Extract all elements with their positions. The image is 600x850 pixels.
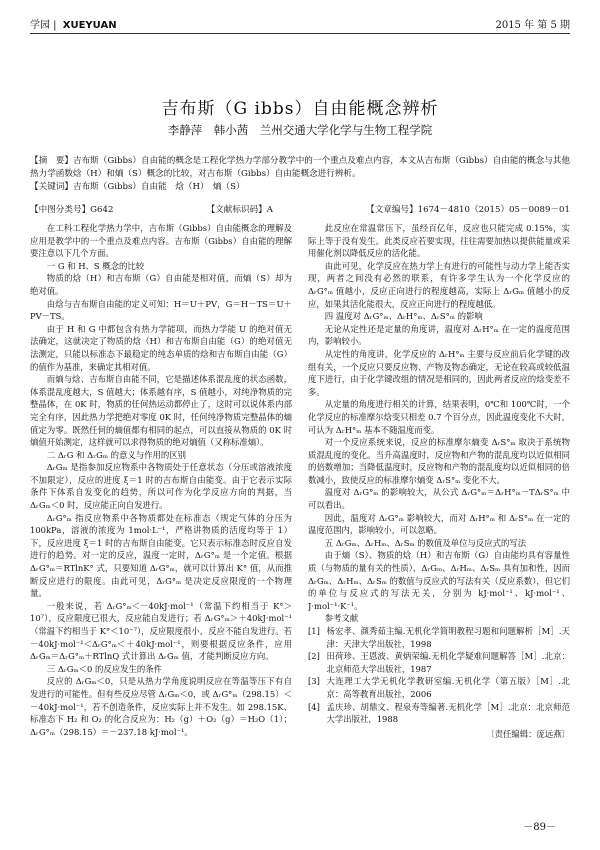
body-paragraph: 由于熵（S）、物质的焓（H）和吉布斯（G）自由能均具有容量性质（与物质的量有关的性质），ΔᵣGₘ、ΔᵣHₘ、ΔᵣSₘ 具有加和性，因而 ΔᵣGₘ、ΔᵣHₘ、ΔᵣSₘ 的数值与反应式的写法有关（反应系数），但它们的单位与反应式的写法无关，分别为 kJ·mol⁻¹、kJ·mol⁻¹、J·mol⁻¹·K⁻¹。	[308, 550, 570, 611]
body-paragraph: 物质的焓（H）和吉布斯（G）自由能是相对值，而熵（S）却为绝对值。	[30, 273, 292, 296]
reference-number: [1]	[308, 626, 320, 636]
reference-text: 田荷珍、王恩波、黄炳荣编.无机化学疑难问题解答［M］.北京：北京师范大学出版社，1987	[326, 651, 570, 674]
abstract-text: 【摘 要】吉布斯（Gibbs）自由能的概念是工程化学热力学部分教学中的一个重点及难点内容，本文从吉布斯（Gibbs）自由能的概念与其他热力学函数焓（H）和熵（S）概念的比较，对吉布斯（Gibbs）自由能概念进行辨析。	[30, 156, 570, 179]
page-number: －89－	[523, 822, 556, 833]
editor-note: 〔责任编辑：庞远燕〕	[486, 728, 570, 739]
reference-text: 孟庆珍、胡鼎文、程泉寿等编著.无机化学［M］.北京：北京师范大学出版社，1988	[326, 701, 570, 725]
body-paragraph: 三 ΔᵣGₘ＜0 的反应发生的条件	[46, 663, 162, 674]
article-authors: 李静萍 韩小茜 兰州交通大学化学与生物工程学院	[167, 123, 433, 137]
body-paragraph: 参考文献	[324, 613, 359, 624]
body-paragraph: 四 温度对 ΔᵣG°ₘ、ΔᵣH°ₘ、ΔᵣS°ₘ 的影响	[324, 311, 483, 322]
body-paragraph: 二 ΔᵣG 和 ΔᵣGₘ 的意义与作用的区别	[46, 449, 186, 460]
keywords-text: 【关键词】吉布斯（Gibbs）自由能 焓（H） 熵（S）	[30, 182, 245, 192]
reference-text: 大连理工大学无机化学教研室编.无机化学（第五版）［M］.北京：高等教育出版社，2006	[326, 676, 570, 699]
document-code: 【文献标识码】A	[206, 205, 273, 215]
body-paragraph: 对一个反应系统来说，反应的标准摩尔熵变 ΔᵣS°ₘ 取决于系统物质混乱度的变化。当升高温度时，反应物和产物的混乱度均以近似相同的倍数增加；当降低温度时，反应物和产物的混乱度均以近似相同的倍数减小，致使反应的标准摩尔熵变 ΔᵣS°ₘ 变化不大。	[308, 437, 570, 485]
body-paragraph: 因此，温度对 ΔᵣG°ₘ 影响较大，而对 ΔᵣH°ₘ 和 ΔᵣS°ₘ 在一定的温度范围内，影响较小，可以忽略。	[308, 512, 570, 536]
body-paragraph: 而熵与焓、吉布斯自由能不同，它是描述体系混乱度的状态函数，体系混乱度越大，S 值越大；体系越有序，S 值越小，对纯净物质的完整晶体，在 0K 时，物质的任何热运动都停止了，这时可以说体系内部完全有序，因此热力学把绝对零度 0K 时，任何纯净物质完整晶体的熵值定为零。既然任何的熵值都有相同的起点，可以直接从物质的 0K 时熵值开始测定，这样就可以求得物质的绝对熵值（又称标准熵）。	[30, 374, 292, 448]
body-paragraph: 在工科工程化学热力学中，吉布斯（Gibbs）自由能概念的理解及应用是教学中的一个重点及难点内容。吉布斯（Gibbs）自由能的理解要注意以下几个方面。	[30, 223, 292, 259]
body-paragraph: 温度对 ΔᵣG°ₘ 的影响较大，从公式 ΔᵣG°ₘ＝ΔᵣH°ₘ－TΔᵣS°ₘ 中可以看出。	[308, 487, 570, 511]
body-paragraph: 从定性的角度讲，化学反应的 ΔᵣH°ₘ 主要与反应前后化学键的改组有关，一个反应只要反应物、产物及物态确定，无论在较高或较低温度下进行，由于化学键改组的情况是相同的，因此两者反应的焓变差不多。	[308, 348, 570, 397]
running-header	[30, 14, 570, 32]
body-paragraph: 五 ΔᵣGₘ、ΔᵣHₘ、ΔᵣSₘ 的数值及单位与反应式的写法	[324, 537, 527, 548]
reference-item	[308, 650, 570, 675]
article-title: 吉布斯（G ibbs）自由能概念辨析	[161, 99, 439, 119]
body-paragraph: ΔᵣGₘ 是指参加反应物系中各物质处于任意状态（分压或溶液浓度不加限定），反应的进度 ξ＝1 时的吉布斯自由能变。由于它表示实际条件下体系自发变化的趋势，所以可作为化学反应方向的判据，当 ΔᵣGₘ＜0 时，反应能正向自发进行。	[30, 462, 292, 511]
class-number: 【中图分类号】G642	[30, 205, 114, 215]
left-column	[30, 222, 292, 782]
issue-label: 2015 年 第 5 期	[495, 19, 570, 31]
reference-item	[308, 625, 570, 650]
body-paragraph: 反应的 ΔᵣGₘ＜0，只是从热力学角度说明反应在等温等压下有自发进行的可能性。但有些反应尽管 ΔᵣGₘ＜0，或 ΔᵣG°ₘ（298.15）＜－40kJ·mol⁻¹，若不创造条件，反应实际上并不发生。如 298.15K、标准态下 H₂ 和 O₂ 的化合反应为：H₂（g）＋O₂（g）＝H₂O（1）；ΔᵣG°ₘ（298.15）＝－237.18 kJ·mol⁻¹。	[30, 676, 292, 737]
reference-item	[308, 701, 570, 726]
body-paragraph: 无论从定性还是定量的角度讲，温度对 ΔᵣH°ₘ 在一定的温度范围内，影响较小。	[308, 323, 570, 347]
right-column	[308, 222, 570, 782]
body-paragraph: 一 G 和 H、S 概念的比较	[46, 260, 145, 271]
body-paragraph: 由焓与吉布斯自由能的定义可知：H＝U＋PV，G＝H－TS＝U＋PV－TS。	[30, 298, 292, 322]
reference-item	[308, 675, 570, 700]
classification-line	[30, 203, 570, 215]
journal-name: 学园 | XUEYUAN	[30, 19, 117, 31]
body-paragraph: 由于 H 和 G 中都包含有热力学能项，而热力学能 U 的绝对值无法确定，这就决定了物质的焓（H）和吉布斯自由能（G）的绝对值无法测定，只能以标准态下最稳定的纯态单质的焓和吉布斯自由能（G）的值作为基准，来确定其相对值。	[30, 323, 292, 372]
reference-number: [4]	[308, 701, 320, 712]
reference-text: 杨宏孝、颜秀茹主编.无机化学简明教程习题和问题解析［M］.天津：天津大学出版社，1998	[326, 626, 570, 649]
header-rule	[30, 33, 570, 34]
body-paragraph: 一般来说，若 ΔᵣG°ₘ＜－40kJ·mol⁻¹（常温下约相当于 K°＞10⁷），反应限度已很大，反应能自发进行；若 ΔᵣG°ₘ＞＋40kJ·mol⁻¹（常温下约相当于 K°＜10⁻⁷），反应限度很小，反应不能自发进行。若－40kJ·mol⁻¹＜ΔᵣG°ₘ＜＋40kJ·mol⁻¹，则要根据反应条件，应用 ΔᵣGₘ＝ΔᵣG°ₘ＋RTlnQ 式计算出 ΔᵣGₘ 值，才能判断反应方向。	[30, 600, 292, 662]
abstract-block	[30, 155, 570, 194]
reference-number: [3]	[308, 676, 320, 687]
article-number: 【文章编号】1674－4810（2015）05－0089－01	[366, 205, 570, 215]
body-paragraph: 从定量的角度进行相关的计算，结果表明，0℃和 100℃时，一个化学反应的标准摩尔焓变只相差 0.7 个百分点，因此温度变化不大时，可认为 ΔᵣH°ₘ 基本不随温度而变。	[308, 399, 570, 435]
body-paragraph: ΔᵣG°ₘ 指反应物系中各物质都处在标准态（规定气体的分压为 100kPa，溶液的浓度为 1mol·L⁻¹，严格讲物质的活度均等于 1）下，反应进度 ξ＝1 时的吉布斯自由能变。它只表示标准态时反应自发进行的趋势。对一定的反应，温度一定时，ΔᵣG°ₘ 是一个定值。根据 ΔᵣG°ₘ＝RTlnK° 式，只要知道 ΔᵣG°ₘ，就可以计算出 K° 值，从而推断反应进行的限度。由此可见，ΔᵣG°ₘ 是决定反应限度的一个物理量。	[30, 512, 292, 599]
body-paragraph: 此反应在常温常压下，虽经百亿年，反应也只能完成 0.15%，实际上等于没有发生。此类反应若要实现，往往需要加热以提供能量或采用催化剂以降低反应的活化能。	[308, 223, 570, 259]
reference-number: [2]	[308, 651, 320, 662]
body-paragraph: 由此可见，化学反应在热力学上有进行的可能性与动力学上能否实现，两者之间没有必然的联系，有许多学生认为一个化学反应的 ΔᵣG°ₘ 值越小，反应正向进行的程度越高，实际上 ΔᵣGₘ 值越小的反应，如果其活化能很大，反应正向进行的程度越低。	[308, 260, 570, 309]
